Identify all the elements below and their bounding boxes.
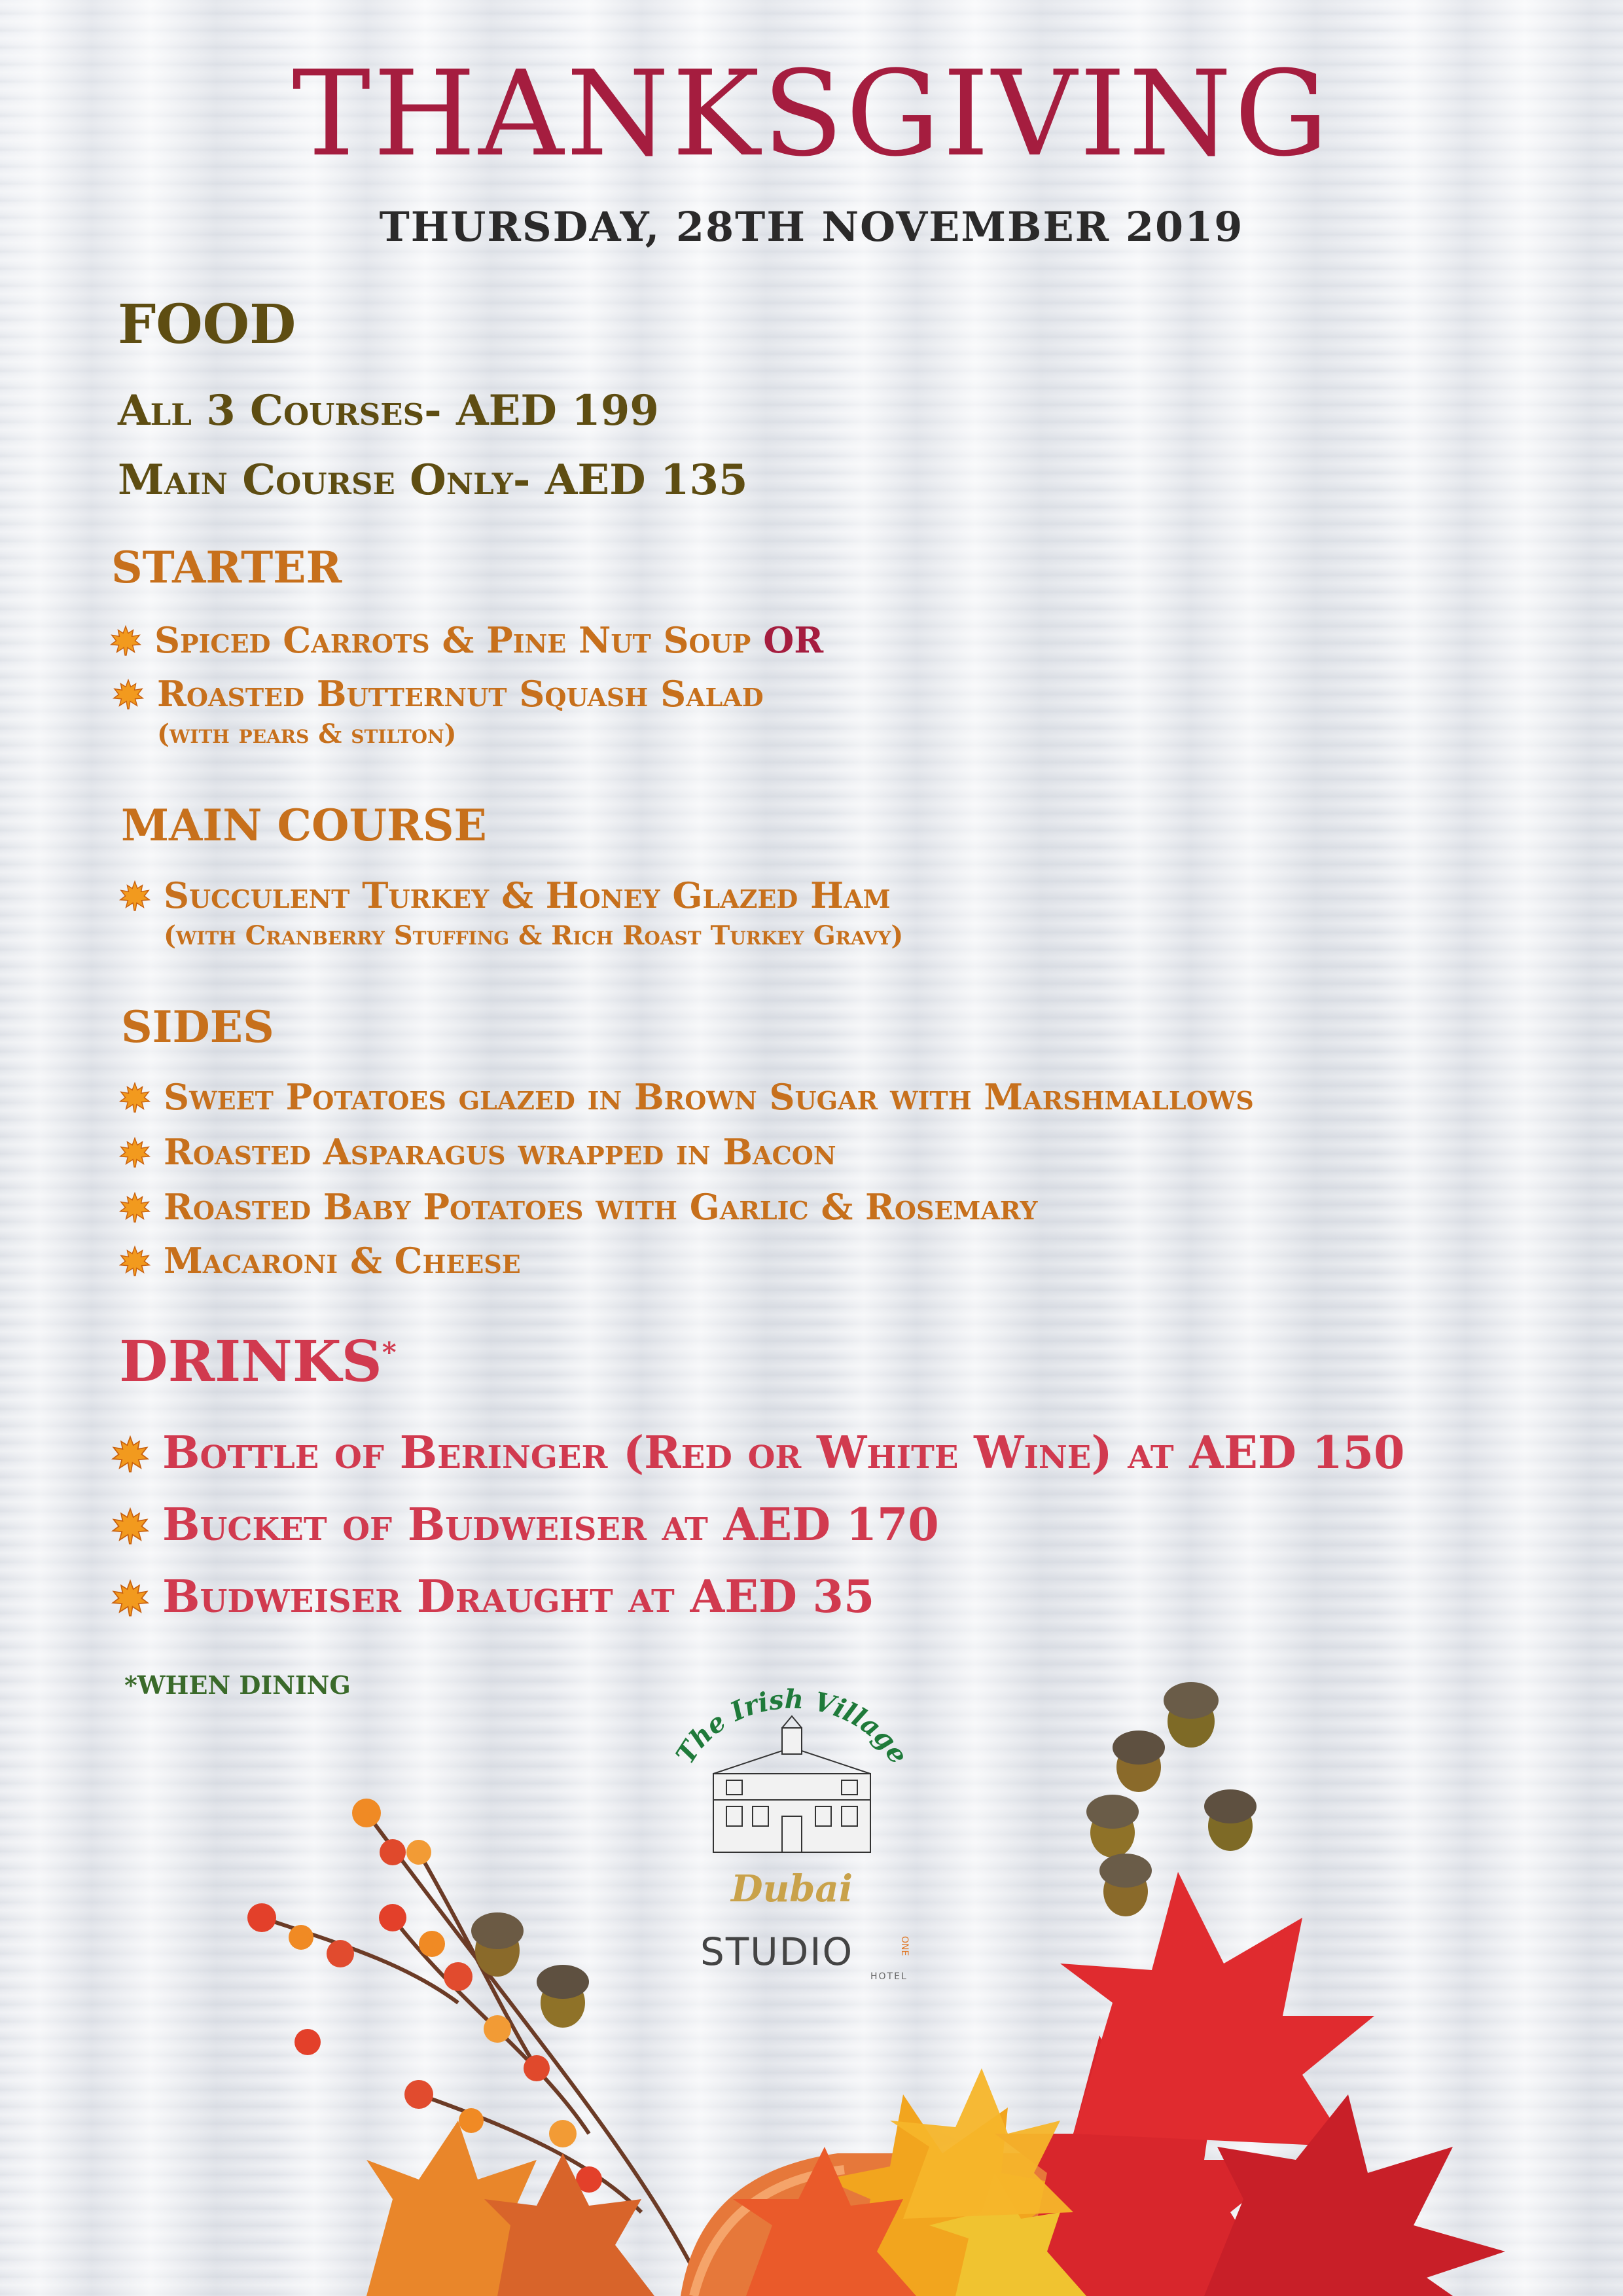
- drinks-heading: [119, 1329, 397, 1395]
- maple-leaf-icon: [110, 625, 141, 656]
- list-item: [119, 1076, 1254, 1118]
- main-course-heading: MAIN COURSE: [121, 800, 487, 851]
- maple-leaf-icon: [119, 1246, 151, 1277]
- list-item: [119, 1186, 1037, 1228]
- logo-city: Dubai: [731, 1867, 853, 1910]
- list-item: [113, 673, 764, 749]
- item-label: Sweet Potatoes glazed in Brown Sugar with Marshmallows: [164, 1076, 1254, 1118]
- drink-price: AED 35: [690, 1571, 875, 1623]
- left-leaves: [366, 2121, 654, 2296]
- drink-item: [111, 1427, 1404, 1479]
- drinks-asterisk: *: [382, 1336, 397, 1369]
- list-item: [119, 1131, 836, 1173]
- studio-one-hotel-logo: [694, 1924, 929, 1983]
- food-heading: FOOD: [118, 293, 296, 356]
- maple-leaf-icon: [111, 1507, 149, 1545]
- studio-brand-side: ONE: [899, 1936, 910, 1956]
- drinks-heading-label: DRINKS: [119, 1329, 382, 1395]
- item-label: Roasted Asparagus wrapped in Bacon: [164, 1131, 836, 1173]
- drink-label: Budweiser Draught at: [162, 1571, 690, 1623]
- price-all-courses: [118, 386, 659, 435]
- maple-leaf-icon: [119, 1192, 151, 1223]
- irish-village-logo: [654, 1676, 929, 1924]
- maple-leaf-icon: [119, 1137, 151, 1168]
- list-item: [119, 874, 903, 951]
- footnote: *WHEN DINING: [124, 1670, 351, 1700]
- maple-leaf-icon: [111, 1435, 149, 1473]
- price-main-course: [118, 456, 748, 505]
- or-connector: OR: [763, 619, 824, 661]
- drink-label: Bucket of Budweiser at: [162, 1499, 724, 1551]
- item-note: (with pears & stilton): [157, 719, 457, 749]
- drink-label: Bottle of Beringer (Red or White Wine) at: [162, 1427, 1190, 1479]
- price-all-label: All 3 Courses-: [118, 386, 456, 435]
- maple-leaf-icon: [119, 1082, 151, 1113]
- item-label: Spiced Carrots & Pine Nut Soup: [154, 619, 751, 661]
- sides-heading: SIDES: [121, 1001, 274, 1052]
- item-label: Roasted Butternut Squash Salad: [157, 673, 764, 715]
- maple-leaf-icon: [113, 679, 144, 710]
- drink-item: [111, 1499, 939, 1551]
- drink-price: AED 170: [723, 1499, 939, 1551]
- drink-item: [111, 1571, 874, 1623]
- price-all-amount: AED 199: [455, 386, 659, 435]
- price-main-amount: AED 135: [544, 456, 748, 505]
- logo-arc-text: The Irish Village: [669, 1683, 914, 1770]
- list-item: [119, 1240, 521, 1282]
- event-date: THURSDAY, 28TH NOVEMBER 2019: [379, 203, 1244, 251]
- list-item: [110, 619, 823, 661]
- item-label: Macaroni & Cheese: [164, 1240, 521, 1282]
- item-note: (with Cranberry Stuffing & Rich Roast Turkey Gravy): [164, 920, 904, 951]
- maple-leaf-icon: [119, 880, 151, 912]
- pub-building-icon: [713, 1716, 870, 1852]
- item-label: Succulent Turkey & Honey Glazed Ham: [164, 874, 891, 916]
- page-title: THANKSGIVING: [292, 46, 1331, 183]
- studio-brand: STUDIO: [700, 1929, 854, 1974]
- starter-heading: STARTER: [111, 542, 342, 593]
- studio-brand-sub: HOTEL: [870, 1971, 908, 1982]
- drink-price: AED 150: [1189, 1427, 1405, 1479]
- price-main-label: Main Course Only-: [118, 456, 545, 505]
- maple-leaf-icon: [111, 1579, 149, 1617]
- item-label: Roasted Baby Potatoes with Garlic & Rosemary: [164, 1186, 1038, 1228]
